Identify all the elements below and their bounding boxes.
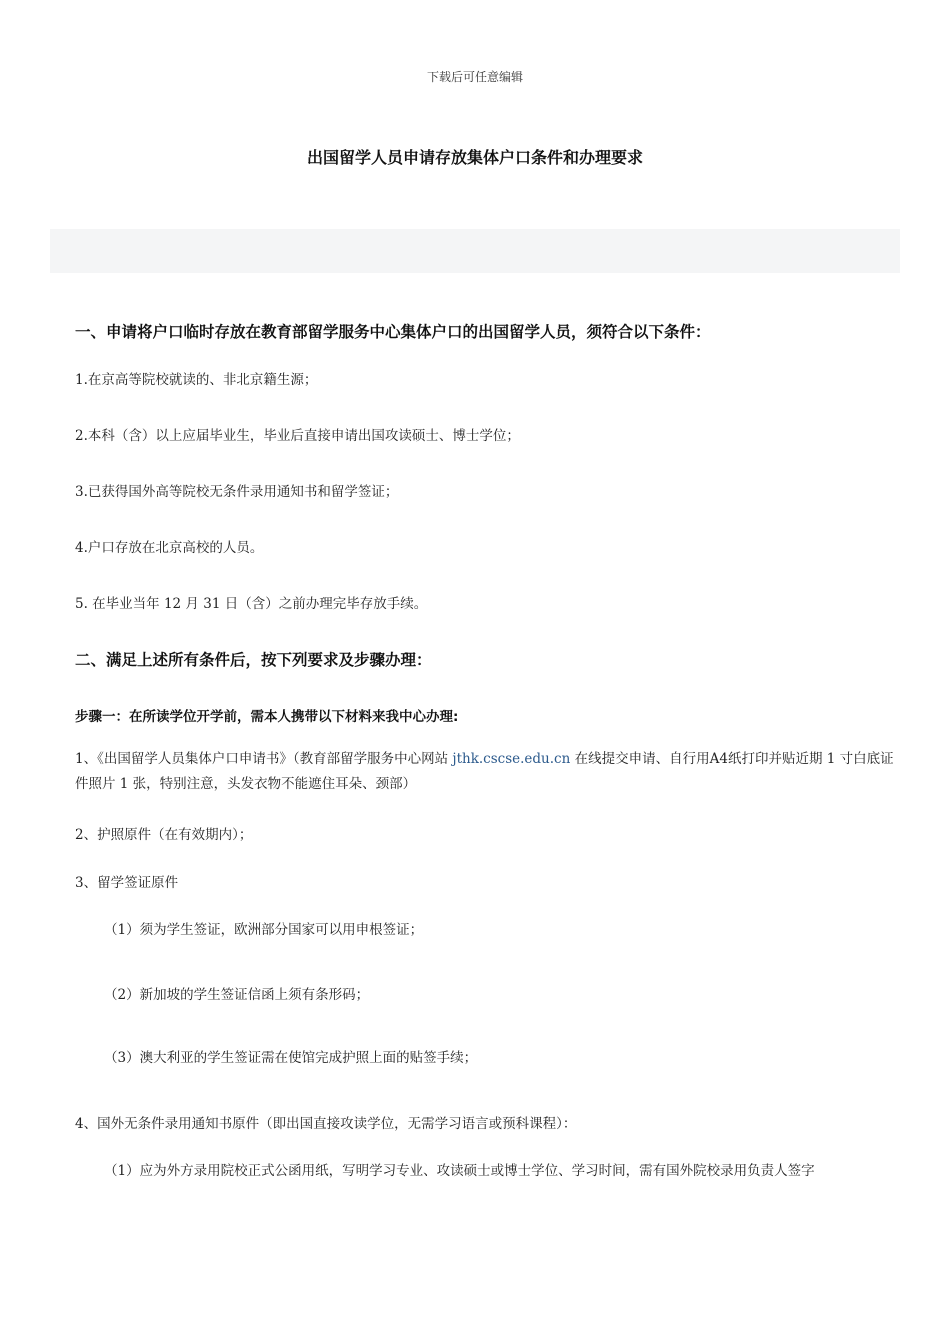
condition-item-5: 5. 在毕业当年 12 月 31 日（含）之前办理完毕存放手续。	[75, 596, 428, 612]
admission-note-1: （1）应为外方录用院校正式公函用纸，写明学习专业、攻读硕士或博士学位、学习时间，需有国外院校录用负责人签字	[104, 1163, 815, 1179]
material-item-1	[75, 747, 895, 797]
material-item-3: 3、留学签证原件	[75, 875, 179, 891]
material-item-4: 4、国外无条件录用通知书原件（即出国直接攻读学位，无需学习语言或预科课程）：	[75, 1116, 577, 1132]
visa-note-3: （3）澳大利亚的学生签证需在使馆完成护照上面的贴签手续；	[104, 1050, 478, 1066]
visa-note-2: （2）新加坡的学生签证信函上须有条形码；	[104, 987, 370, 1003]
section-1-heading: 一、申请将户口临时存放在教育部留学服务中心集体户口的出国留学人员，须符合以下条件：	[75, 323, 711, 341]
section-2-heading: 二、满足上述所有条件后，按下列要求及步骤办理：	[75, 651, 432, 669]
condition-item-4: 4.户口存放在北京高校的人员。	[75, 540, 264, 556]
condition-item-2: 2.本科（含）以上应届毕业生，毕业后直接申请出国攻读硕士、博士学位；	[75, 428, 520, 444]
blank-banner	[50, 229, 900, 273]
document-title: 出国留学人员申请存放集体户口条件和办理要求	[306, 148, 643, 167]
step-1-heading: 步骤一：在所读学位开学前，需本人携带以下材料来我中心办理:	[75, 709, 459, 725]
condition-item-1: 1.在京高等院校就读的、非北京籍生源；	[75, 372, 318, 388]
condition-item-3: 3.已获得国外高等院校无条件录用通知书和留学签证；	[75, 484, 399, 500]
header-note: 下载后可任意编辑	[426, 70, 523, 84]
material-item-2: 2、护照原件（在有效期内）；	[75, 827, 253, 843]
material-1-suffix: 在线提交申请、自行用A4纸打印并贴近期 1 寸白底证件照片 1 张，特别注意，头发衣物不能遮住耳朵、颈部）	[75, 751, 894, 792]
material-1-prefix: 1、《出国留学人员集体户口申请书》（教育部留学服务中心网站	[75, 751, 453, 767]
website-link[interactable]: jthk.cscse.edu.cn	[452, 751, 571, 767]
visa-note-1: （1）须为学生签证，欧洲部分国家可以用申根签证；	[104, 922, 424, 938]
